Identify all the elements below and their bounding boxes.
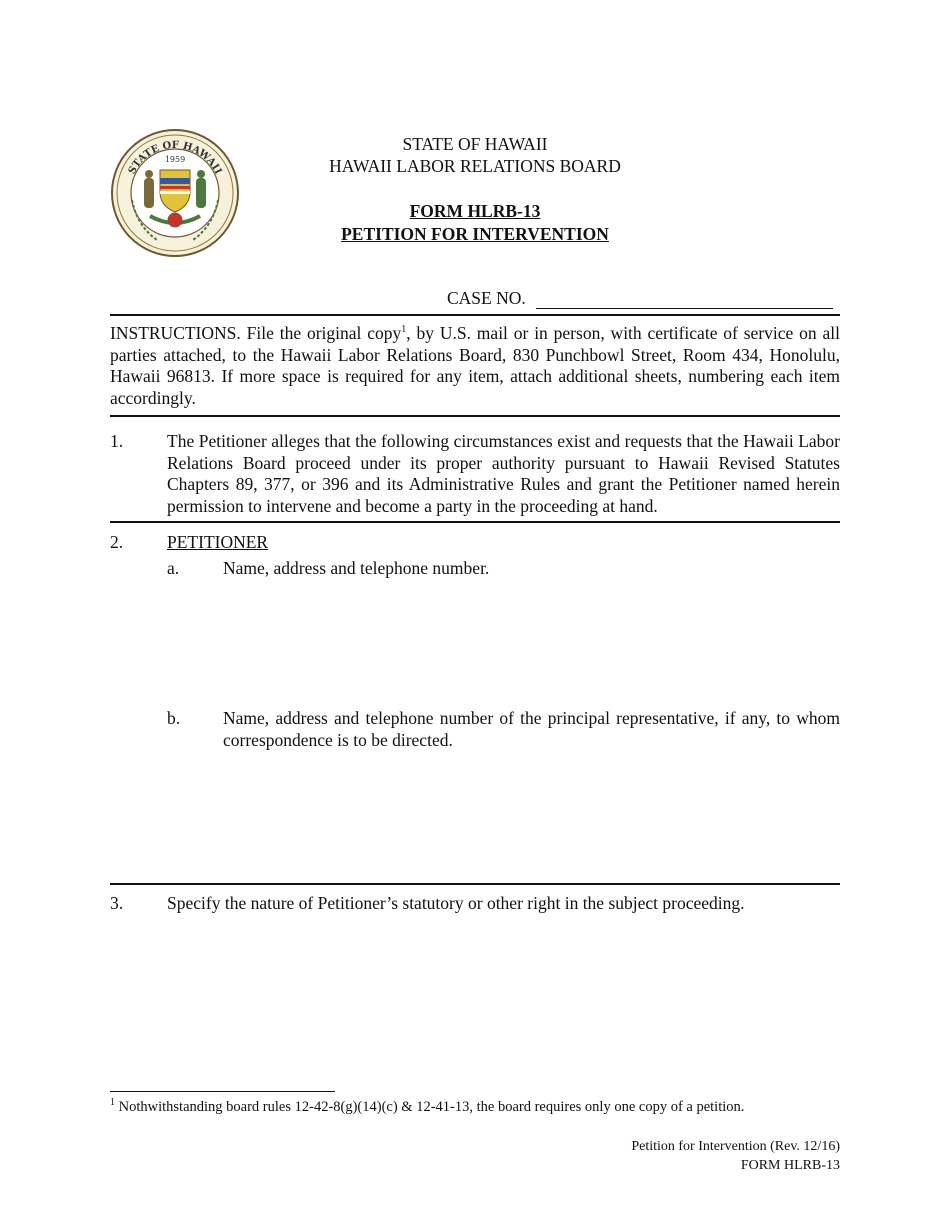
item-2-number: 2. bbox=[110, 532, 124, 552]
divider bbox=[110, 314, 840, 316]
header-board: HAWAII LABOR RELATIONS BOARD bbox=[329, 156, 621, 176]
petitioner-heading-text: PETITIONER bbox=[167, 532, 269, 552]
instructions-rest: , by U.S. mail or in person, with certificate of service on all parties attached, to the Hawaii Labor Relations Board, 830 Punchbowl Street, Room 434, Honolulu, Hawaii 96813. If more space is required for any item, attach additional sheets, numbering each item accordingly. bbox=[110, 323, 840, 408]
item-1-number: 1. bbox=[110, 431, 124, 451]
item-2a-text: Name, address and telephone number. bbox=[223, 558, 490, 578]
case-number-row bbox=[447, 288, 833, 309]
item-3-number: 3. bbox=[110, 893, 124, 913]
header-state: STATE OF HAWAII bbox=[402, 134, 548, 154]
form-title bbox=[240, 223, 710, 245]
divider bbox=[110, 415, 840, 417]
instructions bbox=[110, 323, 840, 409]
footnote bbox=[110, 1099, 744, 1116]
divider bbox=[110, 521, 840, 523]
item-2a-label: a. bbox=[167, 558, 180, 578]
footnote-divider bbox=[110, 1091, 335, 1092]
state-seal-logo bbox=[110, 128, 240, 258]
form-number-text: FORM HLRB-13 bbox=[409, 201, 541, 221]
form-title-text: PETITION FOR INTERVENTION bbox=[341, 224, 609, 244]
item-3-text: Specify the nature of Petitioner’s statutory or other right in the subject proceeding. bbox=[167, 893, 745, 913]
footnote-text: Nothwithstanding board rules 12-42-8(g)(14)(c) & 12-41-13, the board requires only one copy of a petition. bbox=[115, 1099, 745, 1115]
footer-revision: Petition for Intervention (Rev. 12/16) bbox=[631, 1139, 840, 1154]
seal-year: 1959 bbox=[164, 155, 186, 164]
footnote-ref: 1 bbox=[401, 324, 407, 336]
item-2b-answer-area[interactable] bbox=[223, 760, 840, 875]
item-2b-label: b. bbox=[167, 708, 181, 728]
footer-form-id: FORM HLRB-13 bbox=[740, 1158, 840, 1173]
item-2b-text: Name, address and telephone number of the principal representative, if any, to whom correspondence is to be directed. bbox=[223, 708, 840, 750]
form-number bbox=[240, 200, 710, 222]
petitioner-heading bbox=[167, 532, 268, 553]
case-number-field[interactable] bbox=[536, 290, 833, 309]
divider bbox=[110, 883, 840, 885]
seal-top-text: STATE OF HAWAII bbox=[126, 139, 224, 177]
item-2a-answer-area[interactable] bbox=[223, 585, 840, 700]
footnote-mark: 1 bbox=[110, 1097, 115, 1109]
item-1-text: The Petitioner alleges that the following circumstances exist and requests that the Hawaii Labor Relations Board proceed under its proper authority pursuant to Hawaii Revised Statutes Chapters 89, 377, or 396 and its Administrative Rules and grant the Petitioner named herein permission to intervene and become a party in the proceeding at hand. bbox=[167, 431, 840, 516]
instructions-lead: INSTRUCTIONS. File the original copy bbox=[110, 323, 402, 343]
case-number-label: CASE NO. bbox=[447, 288, 526, 308]
item-3-answer-area[interactable] bbox=[167, 925, 840, 1080]
